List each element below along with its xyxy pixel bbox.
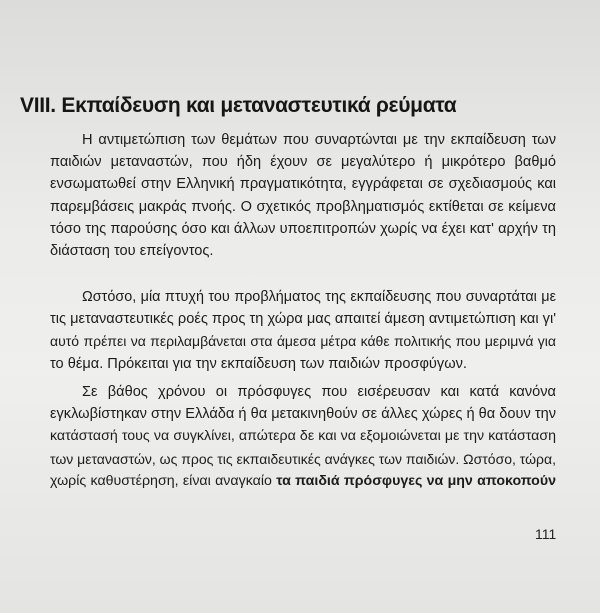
text-line: παρεμβάσεις μακράς πνοής. Ο σχετικός προβληματισμός εκτίθεται σε κείμενα	[50, 198, 556, 215]
text-line: τις μεταναστευτικές ροές προς τη χώρα μας απαιτεί άμεση αντιμετώπιση και γι'	[50, 311, 556, 328]
text-line: των μεταναστών, ως προς τις εκπαιδευτικές ανάγκες των παιδιών. Ωστόσο, τώρα,	[50, 450, 557, 467]
plain-text: χωρίς καθυστέρηση, είναι αναγκαίο	[50, 472, 272, 489]
text-line: διάσταση του επείγοντος.	[50, 243, 214, 260]
text-line: εγκλωβίστηκαν στην Ελλάδα ή θα μετακινηθούν σε άλλες χώρες ή θα δουν την	[50, 406, 556, 423]
text-line: παιδιών μεταναστών, που ήδη έχουν σε μεγαλύτερο ή μικρότερο βαθμό	[50, 154, 556, 171]
text-line: ενσωματωθεί στην Ελληνική πραγματικότητα, εγγράφεται σε σχεδιασμούς και	[50, 176, 556, 193]
paragraph-2	[50, 286, 556, 375]
text-line: Ωστόσο, μία πτυχή του προβλήματος της εκπαίδευσης που συναρτάται με	[82, 289, 556, 305]
text-line: αυτό πρέπει να περιλαμβάνεται στα άμεσα μέτρα κάθε πολιτικής που μεριμνά για	[50, 333, 556, 350]
text-line: Η αντιμετώπιση των θεμάτων που συναρτώνται με την εκπαίδευση των	[82, 132, 556, 148]
page-number: 111	[535, 526, 557, 542]
text-line: Σε βάθος χρόνου οι πρόσφυγες που εισέρευσαν και κατά κανόνα	[82, 384, 556, 400]
paragraph-3	[50, 381, 556, 492]
section-heading: VIII. Εκπαίδευση και μεταναστευτικά ρεύματα	[20, 94, 457, 117]
bold-text: τα παιδιά πρόσφυγες να μην αποκοπούν	[276, 472, 556, 489]
text-line-mixed	[50, 470, 556, 492]
text-line: τόσο της παρούσης όσο και άλλων υποεπιτροπών χωρίς να έχει κατ' αρχήν τη	[50, 220, 556, 237]
text-line: κατάστασή τους να συγκλίνει, απώτερα δε και να εξομοιώνεται με την κατάσταση	[50, 428, 556, 445]
paragraph-1	[50, 129, 556, 262]
text-line: το θέμα. Πρόκειται για την εκπαίδευση των παιδιών προσφύγων.	[50, 355, 467, 372]
